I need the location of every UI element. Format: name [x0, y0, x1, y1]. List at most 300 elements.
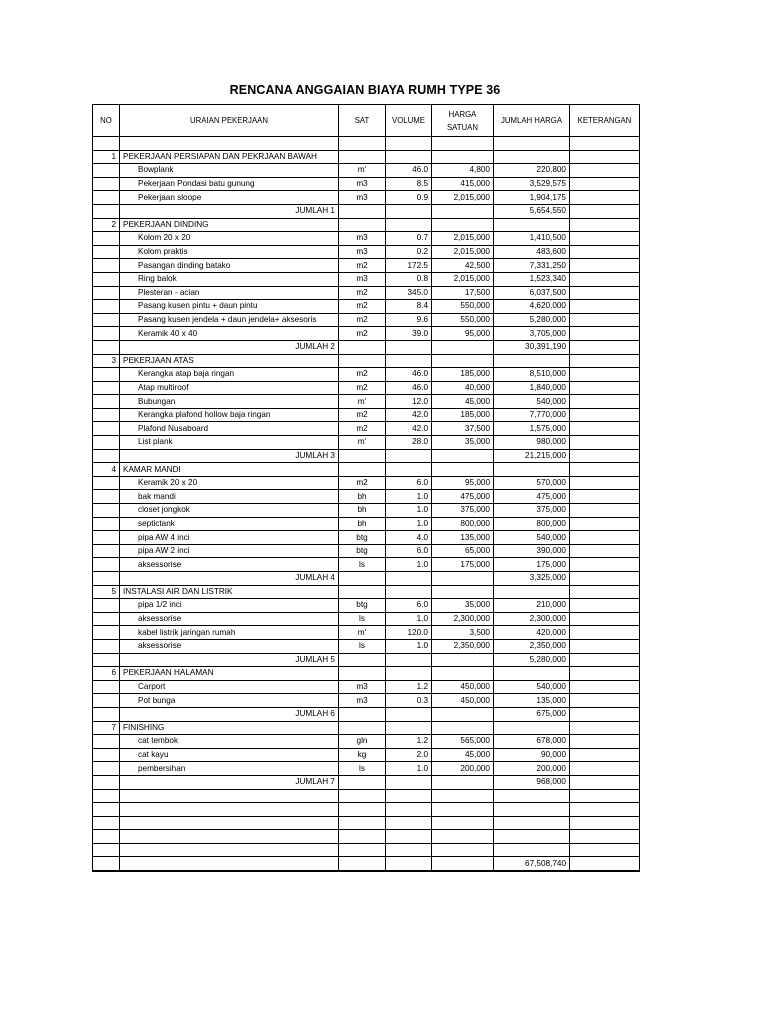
- table-cell: [93, 857, 120, 871]
- table-cell: [432, 843, 494, 857]
- item-unit: m3: [339, 232, 386, 246]
- table-cell: [120, 816, 339, 830]
- item-description: Kolom 20 x 20: [120, 232, 339, 246]
- item-total: 200,000: [494, 762, 570, 776]
- item-unit-price: 475,000: [432, 490, 494, 504]
- table-cell: [432, 150, 494, 164]
- item-total: 390,000: [494, 544, 570, 558]
- item-volume: 120.0: [386, 626, 432, 640]
- item-total: 375,000: [494, 504, 570, 518]
- table-cell: [93, 558, 120, 572]
- table-cell: [339, 653, 386, 667]
- table-cell: [93, 816, 120, 830]
- item-unit-price: 800,000: [432, 517, 494, 531]
- table-cell: [570, 572, 640, 586]
- table-cell: [570, 830, 640, 844]
- table-cell: [93, 313, 120, 327]
- table-row: [93, 490, 640, 504]
- item-unit: bh: [339, 490, 386, 504]
- table-row: [93, 639, 640, 653]
- section-number: 1: [93, 150, 120, 164]
- table-cell: [570, 300, 640, 314]
- table-cell: [432, 653, 494, 667]
- item-total: 4,620,000: [494, 300, 570, 314]
- table-row: [93, 626, 640, 640]
- table-cell: [494, 803, 570, 817]
- item-total: 420,000: [494, 626, 570, 640]
- subtotal-row: [93, 775, 640, 789]
- item-unit-price: 175,000: [432, 558, 494, 572]
- item-volume: 1.0: [386, 612, 432, 626]
- table-cell: [93, 408, 120, 422]
- table-cell: [570, 463, 640, 477]
- section-row: [93, 463, 640, 477]
- item-total: 1,840,000: [494, 381, 570, 395]
- table-cell: [570, 504, 640, 518]
- table-row: [93, 259, 640, 273]
- section-number: 4: [93, 463, 120, 477]
- section-row: [93, 721, 640, 735]
- table-cell: [339, 775, 386, 789]
- table-cell: [570, 585, 640, 599]
- table-row: [93, 680, 640, 694]
- table-cell: [93, 436, 120, 450]
- item-unit: m2: [339, 313, 386, 327]
- table-row: [93, 735, 640, 749]
- item-total: 540,000: [494, 531, 570, 545]
- item-volume: 9.6: [386, 313, 432, 327]
- item-description: pipa 1/2 inci: [120, 599, 339, 613]
- item-total: 2,350,000: [494, 639, 570, 653]
- item-description: Pasang kusen pintu + daun pintu: [120, 300, 339, 314]
- table-cell: [93, 599, 120, 613]
- item-total: 210,000: [494, 599, 570, 613]
- item-unit: ls: [339, 762, 386, 776]
- item-unit-price: 200,000: [432, 762, 494, 776]
- item-unit-price: 450,000: [432, 680, 494, 694]
- table-cell: [570, 150, 640, 164]
- item-volume: 6.0: [386, 599, 432, 613]
- section-row: [93, 354, 640, 368]
- table-cell: [494, 667, 570, 681]
- document-title: RENCANA ANGGAIAN BIAYA RUMH TYPE 36: [229, 83, 501, 97]
- item-total: 135,000: [494, 694, 570, 708]
- table-cell: [570, 137, 640, 151]
- table-cell: [93, 531, 120, 545]
- section-row: [93, 218, 640, 232]
- table-cell: [386, 803, 432, 817]
- table-cell: [432, 721, 494, 735]
- section-name: INSTALASI AIR DAN LISTRIK: [120, 585, 339, 599]
- item-total: 5,280,000: [494, 313, 570, 327]
- table-cell: [93, 300, 120, 314]
- item-total: 3,705,000: [494, 327, 570, 341]
- section-name: FINISHING: [120, 721, 339, 735]
- subtotal-label: JUMLAH 5: [120, 653, 339, 667]
- table-cell: [386, 463, 432, 477]
- table-cell: [570, 177, 640, 191]
- table-cell: [432, 340, 494, 354]
- table-cell: [432, 463, 494, 477]
- item-unit: m2: [339, 300, 386, 314]
- item-description: Kolom praktis: [120, 245, 339, 259]
- table-cell: [386, 150, 432, 164]
- item-volume: 28.0: [386, 436, 432, 450]
- table-cell: [93, 830, 120, 844]
- item-unit: m': [339, 164, 386, 178]
- item-volume: 0.7: [386, 232, 432, 246]
- blank-row: [93, 803, 640, 817]
- table-cell: [432, 775, 494, 789]
- table-row: [93, 381, 640, 395]
- table-cell: [93, 544, 120, 558]
- table-cell: [432, 137, 494, 151]
- item-description: closet jongkok: [120, 504, 339, 518]
- item-description: Bowplank: [120, 164, 339, 178]
- table-cell: [432, 572, 494, 586]
- table-cell: [432, 667, 494, 681]
- table-cell: [93, 327, 120, 341]
- table-cell: [93, 368, 120, 382]
- item-unit-price: 45,000: [432, 395, 494, 409]
- item-volume: 0.3: [386, 694, 432, 708]
- table-cell: [494, 789, 570, 803]
- item-unit: m3: [339, 694, 386, 708]
- table-cell: [339, 340, 386, 354]
- table-cell: [339, 721, 386, 735]
- table-cell: [570, 354, 640, 368]
- subtotal-value: 21,215,000: [494, 449, 570, 463]
- table-cell: [570, 422, 640, 436]
- item-volume: 1.0: [386, 762, 432, 776]
- subtotal-label: JUMLAH 6: [120, 707, 339, 721]
- item-unit-price: 65,000: [432, 544, 494, 558]
- table-cell: [570, 612, 640, 626]
- item-unit: m2: [339, 408, 386, 422]
- item-volume: 4.0: [386, 531, 432, 545]
- table-row: [93, 368, 640, 382]
- subtotal-label: JUMLAH 4: [120, 572, 339, 586]
- section-name: PEKERJAAN HALAMAN: [120, 667, 339, 681]
- item-volume: 2.0: [386, 748, 432, 762]
- table-cell: [93, 381, 120, 395]
- item-total: 678,000: [494, 735, 570, 749]
- table-cell: [93, 735, 120, 749]
- table-cell: [570, 531, 640, 545]
- item-description: bak mandi: [120, 490, 339, 504]
- subtotal-row: [93, 707, 640, 721]
- table-cell: [93, 517, 120, 531]
- item-description: Pasangan dinding batako: [120, 259, 339, 273]
- subtotal-value: 5,654,550: [494, 204, 570, 218]
- table-cell: [432, 585, 494, 599]
- table-cell: [339, 449, 386, 463]
- item-volume: 1.0: [386, 504, 432, 518]
- table-cell: [570, 653, 640, 667]
- table-cell: [570, 164, 640, 178]
- item-unit-price: 550,000: [432, 300, 494, 314]
- table-cell: [570, 748, 640, 762]
- table-cell: [339, 137, 386, 151]
- table-row: [93, 544, 640, 558]
- item-unit-price: 42,500: [432, 259, 494, 273]
- table-cell: [386, 830, 432, 844]
- table-row: [93, 436, 640, 450]
- table-cell: [93, 340, 120, 354]
- table-cell: [494, 354, 570, 368]
- blank-row: [93, 137, 640, 151]
- item-unit: btg: [339, 531, 386, 545]
- item-description: pipa AW 4 inci: [120, 531, 339, 545]
- table-cell: [570, 272, 640, 286]
- subtotal-label: JUMLAH 7: [120, 775, 339, 789]
- subtotal-label: JUMLAH 3: [120, 449, 339, 463]
- table-cell: [570, 789, 640, 803]
- header-row: [93, 105, 640, 137]
- section-row: [93, 585, 640, 599]
- table-cell: [93, 490, 120, 504]
- table-cell: [339, 857, 386, 871]
- item-total: 7,770,000: [494, 408, 570, 422]
- table-cell: [93, 803, 120, 817]
- table-row: [93, 517, 640, 531]
- header-sat: SAT: [339, 105, 386, 137]
- table-row: [93, 476, 640, 490]
- table-cell: [570, 368, 640, 382]
- subtotal-row: [93, 449, 640, 463]
- table-row: [93, 395, 640, 409]
- table-cell: [494, 218, 570, 232]
- table-cell: [339, 354, 386, 368]
- table-cell: [93, 476, 120, 490]
- item-unit: bh: [339, 517, 386, 531]
- item-description: Pot bunga: [120, 694, 339, 708]
- table-row: [93, 408, 640, 422]
- item-unit-price: 40,000: [432, 381, 494, 395]
- table-row: [93, 313, 640, 327]
- table-cell: [432, 830, 494, 844]
- table-cell: [93, 164, 120, 178]
- item-volume: 0.8: [386, 272, 432, 286]
- item-total: 800,000: [494, 517, 570, 531]
- table-cell: [432, 204, 494, 218]
- table-cell: [386, 707, 432, 721]
- table-cell: [432, 218, 494, 232]
- table-row: [93, 612, 640, 626]
- item-volume: 345.0: [386, 286, 432, 300]
- table-cell: [570, 667, 640, 681]
- table-cell: [339, 463, 386, 477]
- table-cell: [93, 422, 120, 436]
- item-description: Kerangka plafond hollow baja ringan: [120, 408, 339, 422]
- item-total: 1,410,500: [494, 232, 570, 246]
- table-row: [93, 286, 640, 300]
- item-unit: m3: [339, 191, 386, 205]
- item-unit-price: 415,000: [432, 177, 494, 191]
- table-cell: [494, 816, 570, 830]
- table-cell: [386, 816, 432, 830]
- header-jumlah-harga: JUMLAH HARGA: [494, 105, 570, 137]
- table-cell: [93, 653, 120, 667]
- item-total: 1,575,000: [494, 422, 570, 436]
- subtotal-value: 5,280,000: [494, 653, 570, 667]
- item-volume: 39.0: [386, 327, 432, 341]
- item-unit: m': [339, 626, 386, 640]
- table-cell: [570, 232, 640, 246]
- table-cell: [570, 340, 640, 354]
- table-cell: [432, 789, 494, 803]
- section-name: PEKERJAAN DINDING: [120, 218, 339, 232]
- table-cell: [570, 816, 640, 830]
- section-name: KAMAR MANDI: [120, 463, 339, 477]
- item-description: List plank: [120, 436, 339, 450]
- table-cell: [120, 830, 339, 844]
- item-volume: 1.0: [386, 517, 432, 531]
- section-name: PEKERJAAN PERSIAPAN DAN PEKRJAAN BAWAH: [120, 150, 339, 164]
- table-cell: [432, 449, 494, 463]
- table-cell: [432, 816, 494, 830]
- item-total: 220,800: [494, 164, 570, 178]
- table-cell: [570, 245, 640, 259]
- table-cell: [93, 449, 120, 463]
- table-cell: [570, 721, 640, 735]
- table-cell: [386, 667, 432, 681]
- item-description: Keramik 40 x 40: [120, 327, 339, 341]
- table-cell: [494, 585, 570, 599]
- table-cell: [386, 572, 432, 586]
- table-cell: [494, 721, 570, 735]
- table-row: [93, 558, 640, 572]
- table-cell: [339, 585, 386, 599]
- table-cell: [93, 680, 120, 694]
- table-cell: [570, 517, 640, 531]
- table-cell: [339, 204, 386, 218]
- item-unit: m2: [339, 422, 386, 436]
- item-volume: 42.0: [386, 408, 432, 422]
- item-unit: gln: [339, 735, 386, 749]
- item-unit-price: 3,500: [432, 626, 494, 640]
- item-description: kabel listrik jaringan rumah: [120, 626, 339, 640]
- table-cell: [570, 626, 640, 640]
- table-cell: [570, 735, 640, 749]
- item-unit: m2: [339, 381, 386, 395]
- item-unit-price: 2,015,000: [432, 232, 494, 246]
- table-cell: [93, 626, 120, 640]
- item-description: pembersihan: [120, 762, 339, 776]
- subtotal-row: [93, 653, 640, 667]
- item-unit: m': [339, 436, 386, 450]
- subtotal-label: JUMLAH 2: [120, 340, 339, 354]
- table-cell: [570, 191, 640, 205]
- table-row: [93, 694, 640, 708]
- table-cell: [386, 721, 432, 735]
- table-row: [93, 232, 640, 246]
- table-cell: [386, 137, 432, 151]
- item-unit-price: 185,000: [432, 368, 494, 382]
- table-cell: [339, 816, 386, 830]
- header-uraian: URAIAN PEKERJAAN: [120, 105, 339, 137]
- item-total: 8,510,000: [494, 368, 570, 382]
- table-cell: [93, 612, 120, 626]
- table-cell: [93, 204, 120, 218]
- item-total: 483,600: [494, 245, 570, 259]
- item-unit-price: 2,015,000: [432, 272, 494, 286]
- table-cell: [432, 857, 494, 871]
- subtotal-value: 3,325,000: [494, 572, 570, 586]
- item-unit: btg: [339, 544, 386, 558]
- blank-row: [93, 789, 640, 803]
- item-total: 1,904,175: [494, 191, 570, 205]
- item-description: Atap multiroof: [120, 381, 339, 395]
- item-description: aksessorise: [120, 612, 339, 626]
- table-cell: [570, 436, 640, 450]
- item-volume: 46.0: [386, 381, 432, 395]
- table-row: [93, 300, 640, 314]
- table-cell: [386, 449, 432, 463]
- item-unit-price: 2,015,000: [432, 191, 494, 205]
- table-cell: [339, 789, 386, 803]
- item-volume: 46.0: [386, 164, 432, 178]
- table-cell: [570, 286, 640, 300]
- item-total: 570,000: [494, 476, 570, 490]
- item-volume: 1.2: [386, 735, 432, 749]
- table-cell: [93, 286, 120, 300]
- item-description: Carport: [120, 680, 339, 694]
- table-cell: [93, 259, 120, 273]
- table-cell: [93, 639, 120, 653]
- table-body: [93, 137, 640, 872]
- table-cell: [570, 775, 640, 789]
- item-unit: m3: [339, 245, 386, 259]
- table-cell: [570, 381, 640, 395]
- item-volume: 1.0: [386, 490, 432, 504]
- item-unit: m': [339, 395, 386, 409]
- table-cell: [494, 830, 570, 844]
- item-unit-price: 2,300,000: [432, 612, 494, 626]
- table-cell: [570, 395, 640, 409]
- item-unit: bh: [339, 504, 386, 518]
- subtotal-label: JUMLAH 1: [120, 204, 339, 218]
- table-row: [93, 191, 640, 205]
- item-total: 90,000: [494, 748, 570, 762]
- item-unit-price: 185,000: [432, 408, 494, 422]
- item-unit: m3: [339, 177, 386, 191]
- table-cell: [494, 150, 570, 164]
- item-unit: ls: [339, 612, 386, 626]
- table-cell: [339, 843, 386, 857]
- table-cell: [386, 653, 432, 667]
- item-unit-price: 35,000: [432, 436, 494, 450]
- item-volume: 12.0: [386, 395, 432, 409]
- section-name: PEKERJAAN ATAS: [120, 354, 339, 368]
- item-unit-price: 135,000: [432, 531, 494, 545]
- item-volume: 172.5: [386, 259, 432, 273]
- item-volume: 6.0: [386, 476, 432, 490]
- item-volume: 1.0: [386, 639, 432, 653]
- table-cell: [93, 395, 120, 409]
- table-cell: [339, 803, 386, 817]
- table-row: [93, 531, 640, 545]
- item-unit-price: 45,000: [432, 748, 494, 762]
- item-description: cat tembok: [120, 735, 339, 749]
- item-description: aksessorise: [120, 639, 339, 653]
- table-cell: [120, 843, 339, 857]
- table-cell: [386, 857, 432, 871]
- item-unit-price: 550,000: [432, 313, 494, 327]
- subtotal-value: 30,391,190: [494, 340, 570, 354]
- item-volume: 46.0: [386, 368, 432, 382]
- item-total: 3,529,575: [494, 177, 570, 191]
